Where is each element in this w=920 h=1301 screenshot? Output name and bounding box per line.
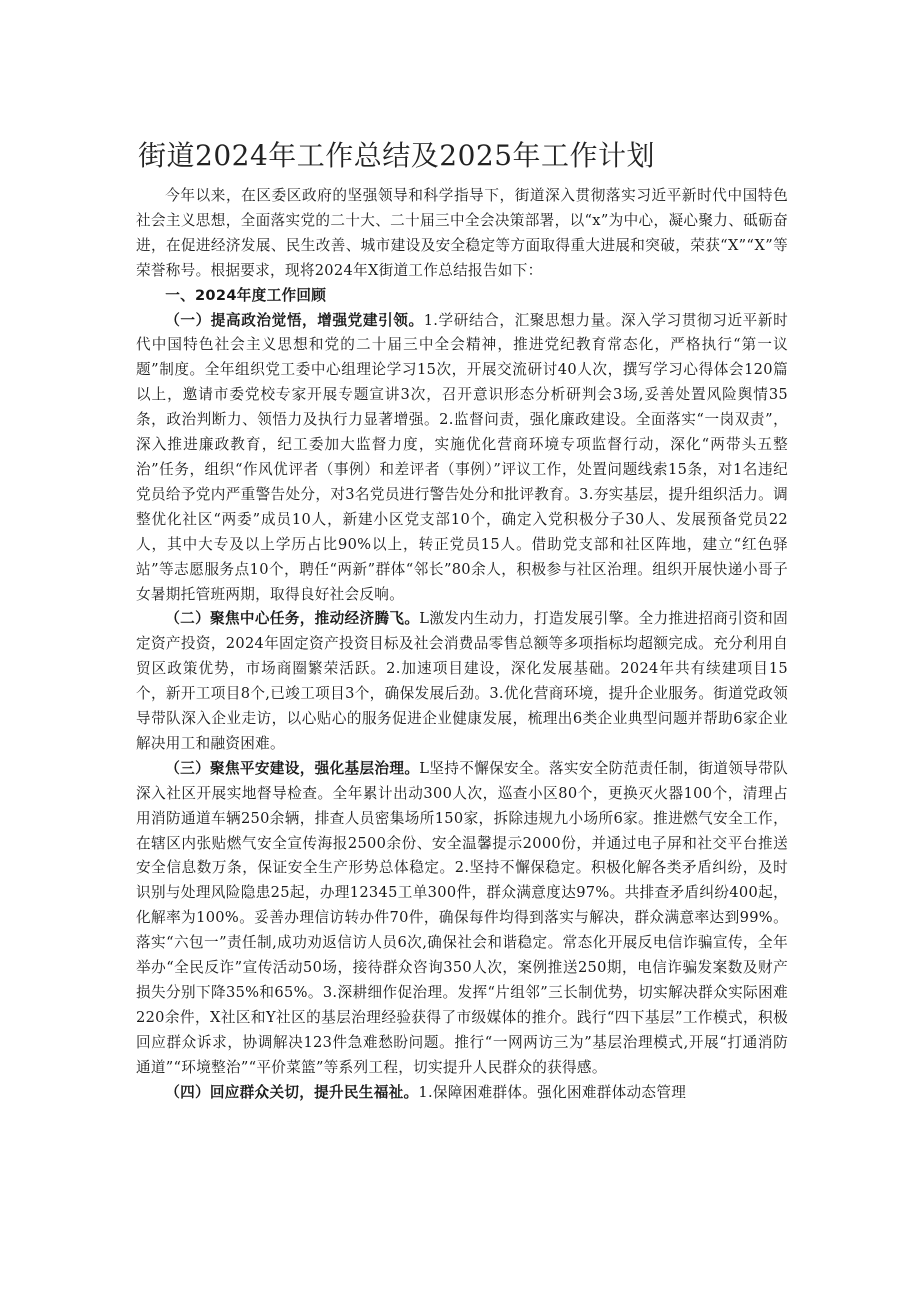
document-title: 街道2024年工作总结及2025年工作计划 <box>138 139 656 172</box>
subsection-body: 1.学研结合，汇聚思想力量。深入学习贯彻习近平新时代中国特色社会主义思想和党的二十届三中全会精神，推进党纪教育常态化，严格执行“第一议题”制度。全年组织党工委中心组理论学习15次，开展交流研讨40人次，撰写学习心得体会120篇以上，邀请市委党校专家开展专题宣讲3次，召开意识形态分析研判会3场,妥善处置风险舆情35条，政治判断力、领悟力及执行力显著增强。2.监督问责，强化廉政建设。全面落实“一岗双责”，深入推进廉政教育，纪工委加大监督力度，实施优化营商环境专项监督行动，深化“两带头五整治”任务，组织“作风优评者（事例）和差评者（事例）”评议工作，处置问题线索15条，对1名违纪党员给予党内严重警告处分，对3名党员进行警告处分和批评教育。3.夯实基层，提升组织活力。调整优化社区“两委”成员10人，新建小区党支部10个，确定入党积极分子30人、发展预备党员22人，其中大专及以上学历占比90%以上，转正党员15人。借助党支部和社区阵地，建立“红色驿站”等志愿服务点10个，聘任“两新”群体“邻长”80余人，积极参与社区治理。组织开展快递小哥子女暑期托管班两期，取得良好社会反响。 <box>136 311 788 603</box>
subsection-lead: （一）提高政治觉悟，增强党建引领。 <box>165 311 424 329</box>
subsection-lead: （四）回应群众关切，提升民生福祉。 <box>165 1083 419 1101</box>
subsection-body: L激发内生动力，打造发展引擎。全力推进招商引资和固定资产投资，2024年固定资产投资目标及社会消费品零售总额等多项指标均超额完成。充分利用自贸区政策优势，市场商圈繁荣活跃。2.加速项目建设，深化发展基础。2024年共有续建项目15个，新开工项目8个,已竣工项目3个，确保发展后劲。3.优化营商环境，提升企业服务。街道党政领导带队深入企业走访，以心贴心的服务促进企业健康发展，梳理出6类企业典型问题并帮助6家企业解决用工和融资困难。 <box>136 610 788 752</box>
section-heading-review: 一、2024年度工作回顾 <box>165 286 327 304</box>
section-paragraph-economy <box>136 607 788 756</box>
document-page <box>136 136 788 1106</box>
subsection-lead: （二）聚焦中心任务，推动经济腾飞。 <box>165 610 420 628</box>
intro-paragraph: 今年以来，在区委区政府的坚强领导和科学指导下，街道深入贯彻落实习近平新时代中国特色社会主义思想，全面落实党的二十大、二十届三中全会决策部署，以“x”为中心，凝心聚力、砥砺奋进，在促进经济发展、民生改善、城市建设及安全稳定等方面取得重大进展和突破，荣获“X”“X”等荣誉称号。根据要求，现将2024年X街道工作总结报告如下： <box>136 187 788 279</box>
section-paragraph-livelihood <box>136 1081 788 1106</box>
subsection-body: 1.保障困难群体。强化困难群体动态管理 <box>418 1083 687 1101</box>
subsection-body: L坚持不懈保安全。落实安全防范责任制，街道领导带队深入社区开展实地督导检查。全年累计出动300人次，巡查小区80个，更换灭火器100个，清理占用消防通道车辆250余辆，排查人员密集场所150家，拆除违规九小场所6家。推进燃气安全工作，在辖区内张贴燃气安全宣传海报2500余份、安全温馨提示2000份，并通过电子屏和社交平台推送安全信息数万条，保证安全生产形势总体稳定。2.坚持不懈保稳定。积极化解各类矛盾纠纷，及时识别与处理风险隐患25起，办理12345工单300件，群众满意度达97%。共排查矛盾纠纷400起，化解率为100%。妥善办理信访转办件70件，确保每件均得到落实与解决，群众满意率达到99%。落实“六包一”责任制,成功劝返信访人员6次,确保社会和谐稳定。常态化开展反电信诈骗宣传，全年举办“全民反诈”宣传活动50场，接待群众咨询350人次，案例推送250期，电信诈骗发案数及财产损失分别下降35%和65%。3.深耕细作促治理。发挥“片组邻”三长制优势，切实解决群众实际困难220余件，X社区和Y社区的基层治理经验获得了市级媒体的推介。践行“四下基层”工作模式，积极回应群众诉求，协调解决123件急难愁盼问题。推行“一网两访三为”基层治理模式,开展“打通消防通道”“环境整治”“平价菜篮”等系列工程，切实提升人民群众的获得感。 <box>136 759 788 1076</box>
section-paragraph-safety <box>136 757 788 1081</box>
section-paragraph-party-building <box>136 309 788 608</box>
subsection-lead: （三）聚焦平安建设，强化基层治理。 <box>165 759 420 777</box>
